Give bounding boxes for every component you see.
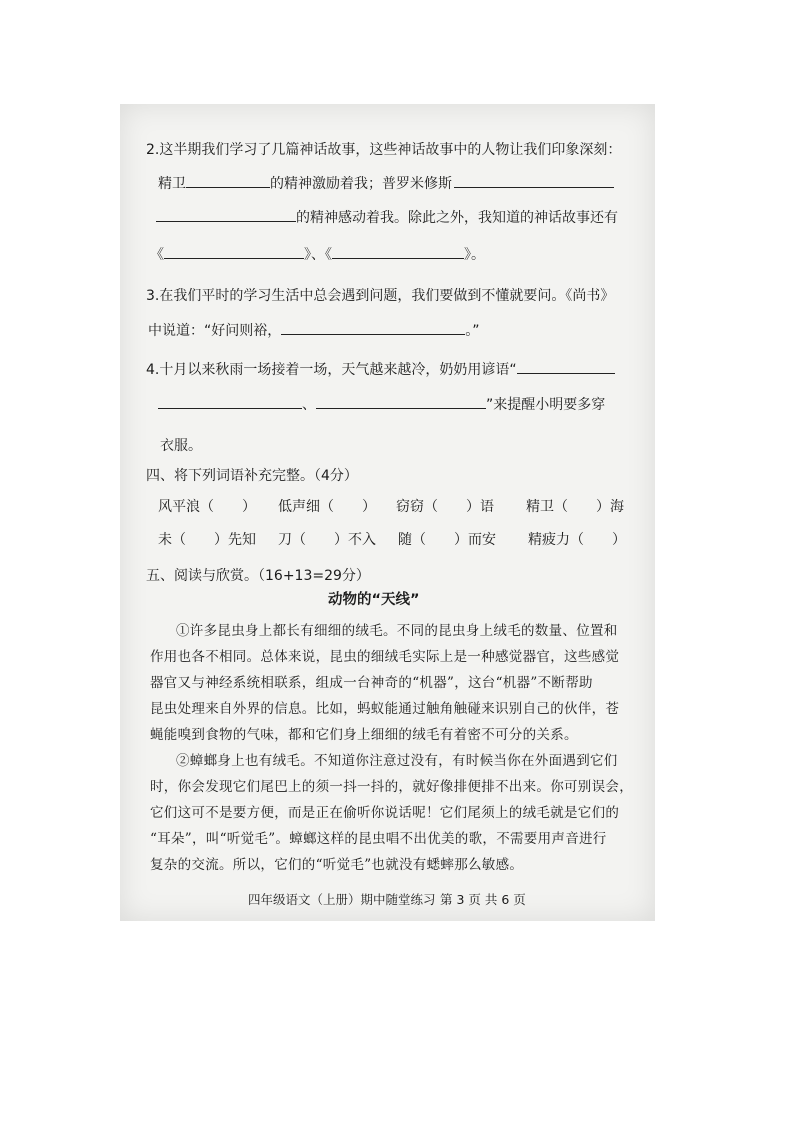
q4-line2 — [158, 394, 605, 415]
q4-blank-1[interactable] — [517, 359, 615, 374]
section4-word-1: 风平浪（ ） — [158, 499, 256, 515]
q2-close-bracket: 》。 — [464, 247, 485, 263]
q4-line1 — [146, 359, 615, 380]
footer-page-number: 第 3 页 共 6 页 — [440, 892, 526, 907]
q2-blank-2[interactable] — [454, 173, 614, 188]
q4-separator: 、 — [302, 397, 316, 413]
q2-open-bracket: 《 — [150, 247, 164, 263]
footer-course: 四年级语文（上册）期中随堂练习 — [248, 892, 436, 907]
p2-line-5: 复杂的交流。所以，它们的“听觉毛”也就没有蟋蟀那么敏感。 — [150, 857, 524, 873]
p2-line-3: 它们这可不是要方便，而是正在偷听你说话呢！它们尾须上的绒毛就是它们的 — [150, 805, 620, 821]
q2-blank-4[interactable] — [164, 244, 304, 259]
p1-line-2: 作用也各不相同。总体来说，昆虫的细绒毛实际上是一种感觉器官，这些感觉 — [150, 649, 620, 665]
section4-word-8: 精疲力（ ） — [528, 532, 626, 548]
p1-line-4: 昆虫处理来自外界的信息。比如，蚂蚁能通过触角触碰来识别自己的伙伴，苍 — [150, 701, 620, 717]
section4-word-7: 随（ ）而安 — [398, 532, 496, 548]
scanned-page — [120, 104, 655, 921]
q4-line3: 衣服。 — [160, 438, 202, 454]
section5-heading: 五、阅读与欣赏。（16+13=29分） — [146, 568, 370, 584]
q2-line2-text: 的精神感动着我。除此之外，我知道的神话故事还有 — [296, 210, 618, 226]
q3-line1: 3.在我们平时的学习生活中总会遇到问题，我们要做到不懂就要问。《尚书》 — [146, 288, 615, 304]
section4-heading: 四、将下列词语补充完整。（4分） — [146, 468, 358, 484]
section4-word-3: 窃窃（ ）语 — [396, 499, 494, 515]
q2-line1-start: 精卫 — [158, 176, 186, 192]
p2-line-1: ②蟑螂身上也有绒毛。不知道你注意过没有，有时候当你在外面遇到它们 — [176, 753, 618, 769]
p1-line-5: 蝇能嗅到食物的气味，都和它们身上细细的绒毛有着密不可分的关系。 — [150, 727, 578, 743]
q2-line3 — [150, 244, 485, 265]
section4-word-2: 低声细（ ） — [278, 499, 376, 515]
q3-line2 — [148, 320, 480, 341]
section4-word-5: 未（ ）先知 — [158, 532, 256, 548]
q3-blank[interactable] — [281, 320, 465, 335]
q2-line1-middle: 的精神激励着我；普罗米修斯 — [270, 176, 452, 192]
q2-line1 — [158, 173, 614, 194]
q4-blank-3[interactable] — [316, 394, 486, 409]
p2-line-4: “耳朵”，叫“听觉毛”。蟑螂这样的昆虫唱不出优美的歌，不需要用声音进行 — [150, 831, 607, 847]
q2-blank-5[interactable] — [332, 244, 464, 259]
q4-line2-end: ”来提醒小明要多穿 — [486, 397, 606, 413]
section4-word-4: 精卫（ ）海 — [526, 499, 624, 515]
q3-line2-start: 中说道：“好问则裕， — [148, 323, 282, 339]
q3-line2-end: 。” — [465, 323, 480, 339]
q2-mid-bracket: 》、《 — [304, 247, 332, 263]
q2-intro: 2.这半期我们学习了几篇神话故事，这些神话故事中的人物让我们印象深刻： — [146, 142, 622, 158]
article-title: 动物的“天线” — [328, 592, 420, 608]
q4-line1-text: 4.十月以来秋雨一场接着一场，天气越来越冷，奶奶用谚语“ — [146, 362, 517, 378]
q2-line2 — [156, 207, 618, 228]
q2-blank-3[interactable] — [156, 207, 296, 222]
q2-blank-1[interactable] — [186, 173, 270, 188]
section4-word-6: 刀（ ）不入 — [278, 532, 376, 548]
p1-line-1: ①许多昆虫身上都长有细细的绒毛。不同的昆虫身上绒毛的数量、位置和 — [176, 623, 618, 639]
p1-line-3: 器官又与神经系统相联系，组成一台神奇的“机器”，这台“机器”不断帮助 — [150, 675, 593, 691]
p2-line-2: 时，你会发现它们尾巴上的须一抖一抖的，就好像排便排不出来。你可别误会， — [150, 779, 633, 795]
q4-blank-2[interactable] — [158, 394, 302, 409]
